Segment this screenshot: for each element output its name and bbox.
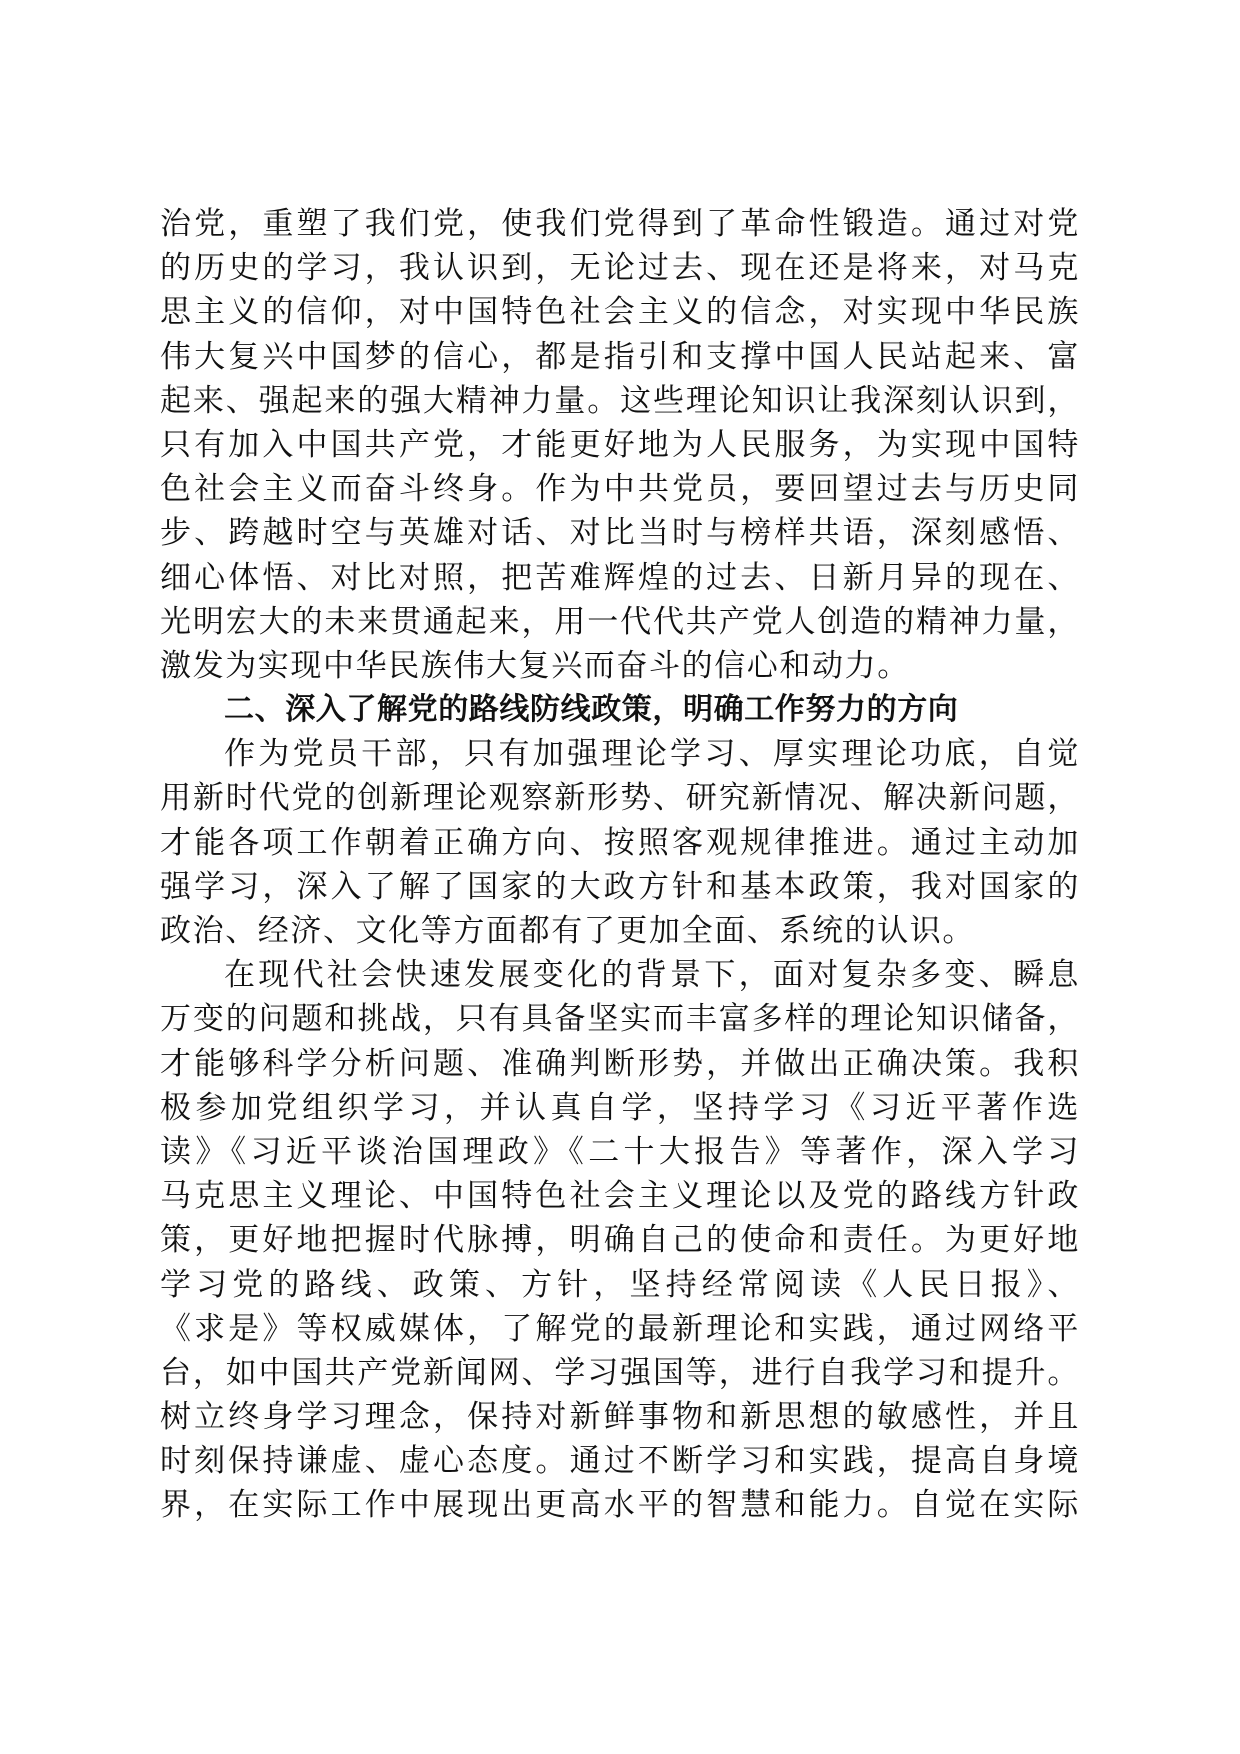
text-line: 细心体悟、对比对照，把苦难辉煌的过去、日新月异的现在、 xyxy=(160,559,1080,596)
text-line: 政治、经济、文化等方面都有了更加全面、系统的认识。 xyxy=(160,913,975,949)
text-line: 伟大复兴中国梦的信心，都是指引和支撑中国人民站起来、富 xyxy=(160,338,1080,375)
text-line: 治党，重塑了我们党，使我们党得到了革命性锻造。通过对党 xyxy=(160,206,1080,242)
text-line: 马克思主义理论、中国特色社会主义理论以及党的路线方针政 xyxy=(160,1178,1080,1215)
text-line: 激发为实现中华民族伟大复兴而奋斗的信心和动力。 xyxy=(160,647,910,684)
text-line: 才能各项工作朝着正确方向、按照客观规律推进。通过主动加 xyxy=(160,824,1080,861)
text-line: 作为党员干部，只有加强理论学习、厚实理论功底，自觉 xyxy=(224,736,1080,773)
text-line: 起来、强起来的强大精神力量。这些理论知识让我深刻认识到， xyxy=(160,382,1080,419)
text-line: 在现代社会快速发展变化的背景下，面对复杂多变、瞬息 xyxy=(224,957,1080,994)
text-line: 时刻保持谦虚、虚心态度。通过不断学习和实践，提高自身境 xyxy=(160,1443,1080,1480)
paragraph-3 xyxy=(160,953,1080,1527)
text-line: 策，更好地把握时代脉搏，明确自己的使命和责任。为更好地 xyxy=(160,1222,1080,1259)
text-line: 树立终身学习理念，保持对新鲜事物和新思想的敏感性，并且 xyxy=(160,1399,1080,1436)
text-line: 《求是》等权威媒体，了解党的最新理论和实践，通过网络平 xyxy=(160,1310,1080,1347)
text-line: 强学习，深入了解了国家的大政方针和基本政策，我对国家的 xyxy=(160,868,1080,905)
text-line: 步、跨越时空与英雄对话、对比当时与榜样共语，深刻感悟、 xyxy=(160,515,1080,552)
text-line: 色社会主义而奋斗终身。作为中共党员，要回望过去与历史同 xyxy=(160,471,1080,508)
text-line: 只有加入中国共产党，才能更好地为人民服务，为实现中国特 xyxy=(160,426,1080,463)
text-line: 读》《习近平谈治国理政》《二十大报告》等著作，深入学习 xyxy=(160,1133,1080,1170)
text-line: 光明宏大的未来贯通起来，用一代代共产党人创造的精神力量， xyxy=(160,603,1080,640)
text-line: 学习党的路线、政策、方针，坚持经常阅读《人民日报》、 xyxy=(160,1266,1080,1303)
text-line: 的历史的学习，我认识到，无论过去、现在还是将来，对马克 xyxy=(160,250,1080,287)
text-line: 极参加党组织学习，并认真自学，坚持学习《习近平著作选 xyxy=(160,1089,1080,1126)
text-line: 思主义的信仰，对中国特色社会主义的信念，对实现中华民族 xyxy=(160,294,1080,331)
text-line: 用新时代党的创新理论观察新形势、研究新情况、解决新问题， xyxy=(160,780,1080,817)
text-line: 界，在实际工作中展现出更高水平的智慧和能力。自觉在实际 xyxy=(160,1487,1080,1524)
paragraph-2 xyxy=(160,732,1080,953)
text-line: 台，如中国共产党新闻网、学习强国等，进行自我学习和提升。 xyxy=(160,1354,1080,1391)
text-line: 才能够科学分析问题、准确判断形势，并做出正确决策。我积 xyxy=(160,1045,1080,1082)
paragraph-continued xyxy=(160,202,1080,688)
document-body xyxy=(160,202,1080,1528)
section-heading: 二、深入了解党的路线防线政策，明确工作努力的方向 xyxy=(224,692,959,728)
text-line: 万变的问题和挑战，只有具备坚实而丰富多样的理论知识储备， xyxy=(160,1001,1080,1038)
